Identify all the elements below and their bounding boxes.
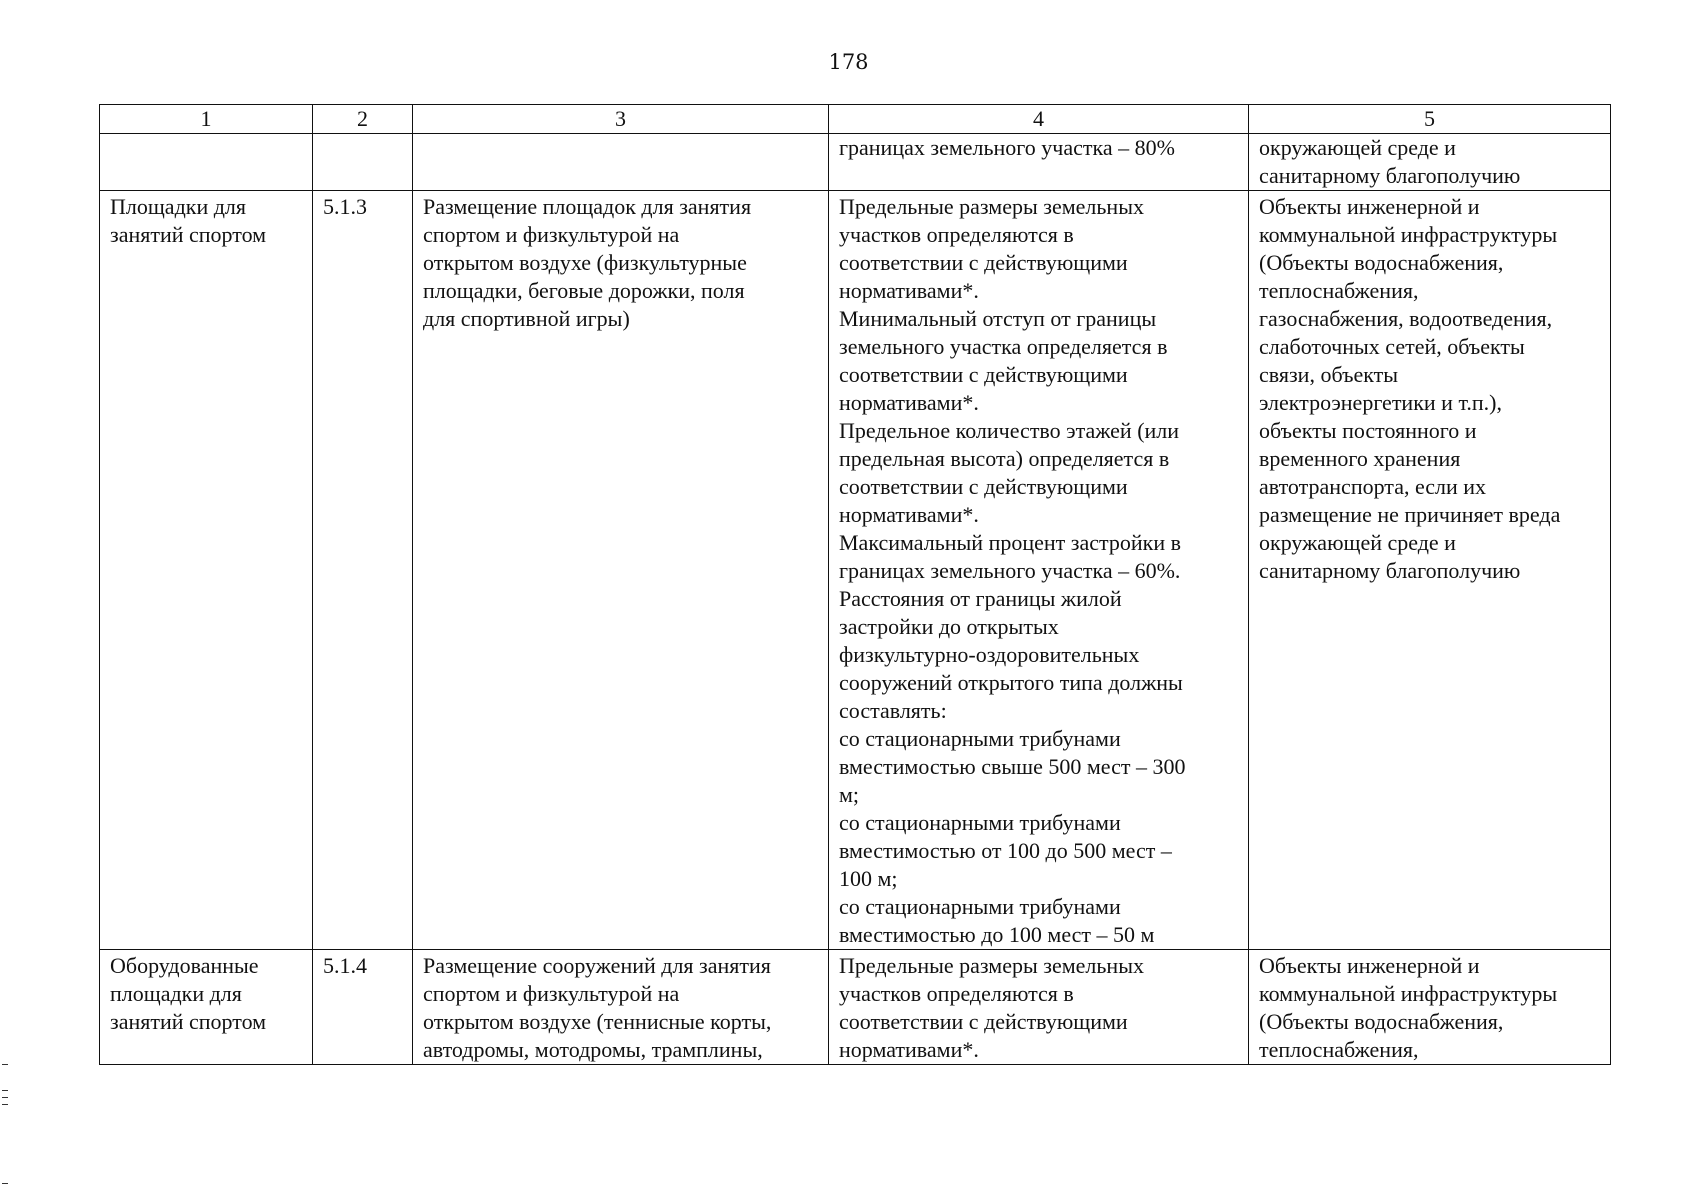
text-line: участков определяются в — [839, 981, 1074, 1006]
text-line: Объекты инженерной и — [1259, 194, 1480, 219]
binding-mark — [2, 1097, 8, 1098]
text-line: 100 м; — [839, 866, 898, 891]
text-line: м; — [839, 782, 860, 807]
text-line: слаботочных сетей, объекты — [1259, 334, 1525, 359]
text-line: со стационарными трибунами — [839, 810, 1121, 835]
table-header-row — [100, 105, 1611, 134]
text-line: соответствии с действующими — [839, 474, 1128, 499]
column-number-4: 4 — [829, 105, 1249, 134]
text-line: объекты постоянного и — [1259, 418, 1477, 443]
text-line: Минимальный отступ от границы — [839, 306, 1157, 331]
text-line: Размещение площадок для занятия — [423, 194, 752, 219]
text-line: застройки до открытых — [839, 614, 1059, 639]
text-line: нормативами*. — [839, 390, 979, 415]
use-description-cell — [413, 191, 829, 950]
table-row-5-1-4 — [100, 950, 1611, 1065]
text-line: теплоснабжения, — [1259, 278, 1419, 303]
text-line: связи, объекты — [1259, 362, 1399, 387]
text-line: нормативами*. — [839, 502, 979, 527]
text-line: сооружений открытого типа должны — [839, 670, 1183, 695]
text-line: окружающей среде и — [1259, 530, 1456, 555]
text-line: (Объекты водоснабжения, — [1259, 1009, 1504, 1034]
text-line: земельного участка определяется в — [839, 334, 1168, 359]
binding-mark — [2, 1090, 8, 1091]
use-name-cell — [100, 191, 313, 950]
text-line: площадки, беговые дорожки, поля — [423, 278, 745, 303]
text-line: площадки для — [110, 981, 242, 1006]
column-number-3: 3 — [413, 105, 829, 134]
text-line: вместимостью свыше 500 мест – 300 — [839, 754, 1186, 779]
binding-mark — [2, 1183, 8, 1184]
use-name-cell — [100, 950, 313, 1065]
column-number-1: 1 — [100, 105, 313, 134]
text-line: со стационарными трибунами — [839, 894, 1121, 919]
text-line: участков определяются в — [839, 222, 1074, 247]
text-line: для спортивной игры) — [423, 306, 630, 331]
text-line: Объекты инженерной и — [1259, 953, 1480, 978]
text-line: нормативами*. — [839, 1037, 979, 1062]
text-line: автодромы, мотодромы, трамплины, — [423, 1037, 763, 1062]
text-line: спортом и физкультурой на — [423, 981, 680, 1006]
text-line: коммунальной инфраструктуры — [1259, 222, 1558, 247]
zoning-table — [99, 104, 1611, 1065]
text-line: газоснабжения, водоотведения, — [1259, 306, 1553, 331]
text-line: вместимостью от 100 до 500 мест – — [839, 838, 1172, 863]
use-code-cell: 5.1.4 — [313, 950, 413, 1065]
auxiliary-uses-cell — [1249, 950, 1611, 1065]
text-line: Площадки для — [110, 194, 247, 219]
auxiliary-uses-cell — [1249, 134, 1611, 191]
binding-mark — [2, 1064, 8, 1065]
parameters-cell — [829, 191, 1249, 950]
text-line: Предельное количество этажей (или — [839, 418, 1180, 443]
binding-mark — [2, 1104, 8, 1105]
page-number: 178 — [828, 50, 869, 74]
text-line: окружающей среде и — [1259, 135, 1456, 160]
text-line: границах земельного участка – 60%. — [839, 558, 1181, 583]
use-name-cell — [100, 134, 313, 191]
text-line: размещение не причиняет вреда — [1259, 502, 1561, 527]
text-line: занятий спортом — [110, 1009, 267, 1034]
text-line: занятий спортом — [110, 222, 267, 247]
text-line: Расстояния от границы жилой — [839, 586, 1122, 611]
text-line: соответствии с действующими — [839, 362, 1128, 387]
text-line: Максимальный процент застройки в — [839, 530, 1181, 555]
use-code-cell — [313, 134, 413, 191]
text-line: Предельные размеры земельных — [839, 953, 1144, 978]
text-line: Размещение сооружений для занятия — [423, 953, 771, 978]
use-description-cell — [413, 950, 829, 1065]
text-line: соответствии с действующими — [839, 1009, 1128, 1034]
text-line: автотранспорта, если их — [1259, 474, 1487, 499]
column-number-5: 5 — [1249, 105, 1611, 134]
text-line: составлять: — [839, 698, 947, 723]
column-number-2: 2 — [313, 105, 413, 134]
text-line: санитарному благополучию — [1259, 163, 1521, 188]
text-line: предельная высота) определяется в — [839, 446, 1170, 471]
table-row-5-1-3 — [100, 191, 1611, 950]
text-line: границах земельного участка – 80% — [839, 135, 1175, 160]
text-line: нормативами*. — [839, 278, 979, 303]
text-line: вместимостью до 100 мест – 50 м — [839, 922, 1155, 947]
parameters-cell — [829, 134, 1249, 191]
table-row-continuation — [100, 134, 1611, 191]
auxiliary-uses-cell — [1249, 191, 1611, 950]
text-line: коммунальной инфраструктуры — [1259, 981, 1558, 1006]
text-line: спортом и физкультурой на — [423, 222, 680, 247]
text-line: временного хранения — [1259, 446, 1461, 471]
text-line: теплоснабжения, — [1259, 1037, 1419, 1062]
text-line: Оборудованные — [110, 953, 259, 978]
text-line: соответствии с действующими — [839, 250, 1128, 275]
use-code-cell: 5.1.3 — [313, 191, 413, 950]
text-line: физкультурно-оздоровительных — [839, 642, 1140, 667]
text-line: (Объекты водоснабжения, — [1259, 250, 1504, 275]
text-line: со стационарными трибунами — [839, 726, 1121, 751]
text-line: Предельные размеры земельных — [839, 194, 1144, 219]
use-description-cell — [413, 134, 829, 191]
text-line: санитарному благополучию — [1259, 558, 1521, 583]
parameters-cell — [829, 950, 1249, 1065]
text-line: открытом воздухе (теннисные корты, — [423, 1009, 772, 1034]
text-line: электроэнергетики и т.п.), — [1259, 390, 1502, 415]
text-line: открытом воздухе (физкультурные — [423, 250, 747, 275]
